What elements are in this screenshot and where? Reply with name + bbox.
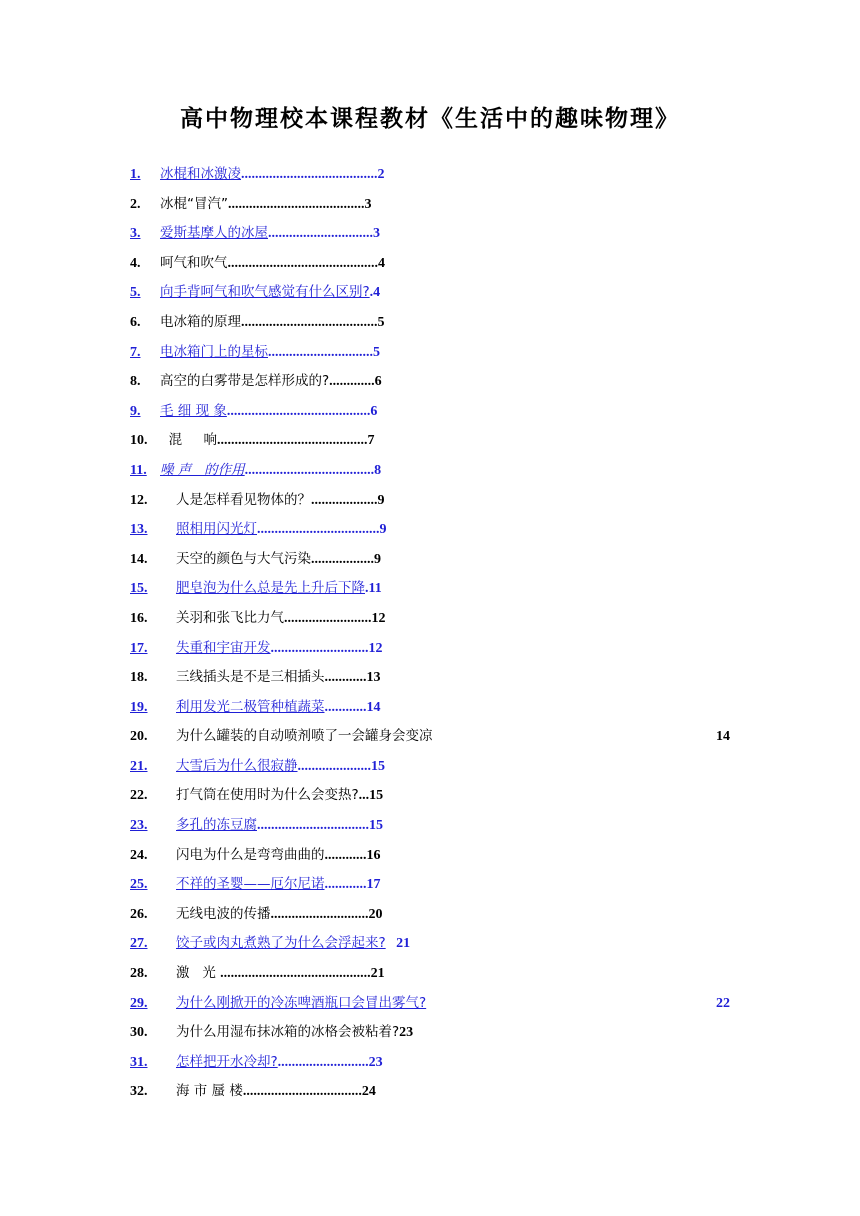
toc-entry-body (176, 959, 385, 989)
toc-entry-leader: ........................................... (220, 966, 371, 982)
toc-entry-title: 电冰箱的原理 (160, 313, 241, 330)
toc-entry-page: 17 (366, 877, 381, 893)
toc-entry[interactable] (130, 752, 740, 782)
toc-entry-number: 23. (130, 818, 148, 834)
toc-entry (130, 663, 740, 693)
toc-entry[interactable] (130, 693, 740, 723)
toc-entry-number: 30. (130, 1025, 148, 1041)
toc-entry[interactable] (130, 634, 740, 664)
toc-entry-title: 无线电波的传播 (176, 905, 271, 922)
toc-entry-number: 5. (130, 285, 141, 301)
toc-entry-number: 19. (130, 699, 148, 715)
document-title: 高中物理校本课程教材《生活中的趣味物理》 (180, 105, 680, 132)
toc-entry-leader: ..................... (297, 758, 371, 774)
toc-entry-body (176, 841, 381, 871)
toc-entry (130, 545, 740, 575)
toc-entry-number: 28. (130, 966, 148, 982)
toc-entry (130, 781, 740, 811)
toc-entry-page: 22 (716, 995, 730, 1011)
toc-entry-leader: ....................................... (241, 314, 378, 330)
toc-entry (130, 367, 740, 397)
toc-entry-title: 高空的白雾带是怎样形成的? (160, 373, 330, 390)
toc-entry-number: 25. (130, 877, 148, 893)
table-of-contents (130, 160, 740, 1107)
toc-entry-body (176, 722, 433, 752)
toc-entry-body (176, 634, 383, 664)
toc-entry-title[interactable]: 为什么刚掀开的冷冻啤酒瓶口会冒出雾气? (176, 994, 427, 1011)
toc-entry-page: 15 (371, 758, 385, 774)
toc-entry-leader: ............ (324, 699, 367, 715)
toc-entry-number: 2. (130, 196, 141, 212)
toc-entry-page: 7 (367, 433, 375, 449)
toc-entry-title[interactable]: 电冰箱门上的星标 (160, 343, 268, 360)
toc-entry-number: 20. (130, 729, 148, 745)
toc-entry-number: 31. (130, 1054, 148, 1070)
toc-entry-body (176, 693, 381, 723)
toc-entry-leader: ....................................... (228, 196, 365, 212)
toc-entry-body (176, 752, 385, 782)
toc-entry-title[interactable]: 爱斯基摩人的冰屋 (160, 225, 268, 242)
toc-entry-body (176, 929, 410, 959)
toc-entry-leader: . (369, 285, 374, 301)
toc-entry-number: 13. (130, 522, 148, 538)
toc-entry-leader: ....................................... (241, 167, 378, 182)
toc-entry-leader: ........................................... (227, 255, 378, 271)
toc-entry-leader: ......................... (284, 610, 372, 626)
toc-entry-title[interactable]: 照相用闪光灯 (176, 521, 257, 538)
toc-entry-body (176, 811, 383, 841)
toc-entry-page: 12 (368, 640, 383, 656)
toc-entry (130, 426, 740, 456)
toc-entry-leader: ......................................... (226, 403, 371, 419)
toc-entry[interactable] (130, 456, 740, 486)
toc-entry-title: 打气筒在使用时为什么会变热? (176, 787, 359, 804)
toc-entry-page: 9 (374, 551, 381, 567)
toc-entry-title: 人是怎样看见物体的？ (176, 491, 311, 508)
toc-entry-leader: . (365, 581, 369, 597)
toc-entry-number: 17. (130, 640, 148, 656)
toc-entry-title: 三线插头是不是三相插头 (176, 669, 325, 686)
toc-entry-body (160, 278, 380, 308)
toc-entry-number: 22. (130, 788, 148, 804)
toc-entry-body (176, 545, 381, 575)
toc-entry-body (176, 515, 387, 545)
toc-entry-title[interactable]: 饺子或肉丸煮熟了为什么会浮起来? (176, 935, 386, 952)
toc-entry[interactable] (130, 278, 740, 308)
toc-entry-body (176, 574, 382, 604)
toc-entry-page: 5 (373, 344, 380, 360)
toc-entry-page: 4 (378, 255, 385, 271)
toc-entry-body (160, 426, 375, 456)
toc-entry-leader (386, 936, 397, 951)
toc-entry-body (160, 249, 385, 279)
toc-entry-leader: ... (358, 788, 370, 804)
toc-entry-leader: .................................. (242, 1084, 362, 1100)
toc-entry-body (160, 397, 377, 427)
toc-entry-leader: .......................... (277, 1054, 369, 1070)
toc-entry-body (176, 870, 381, 900)
toc-entry[interactable] (130, 989, 740, 1019)
toc-entry-page: 21 (370, 966, 385, 982)
toc-entry-leader: ............................ (270, 640, 369, 656)
toc-entry-number: 15. (130, 581, 148, 597)
toc-entry-number: 29. (130, 995, 148, 1011)
toc-entry-page: 6 (374, 374, 382, 390)
toc-entry-page: 14 (716, 729, 730, 745)
toc-entry-title[interactable]: 肥皂泡为什么总是先上升后下降 (176, 580, 365, 597)
toc-entry-body (160, 190, 372, 220)
toc-entry-title[interactable]: 大雪后为什么很寂静 (176, 757, 298, 774)
toc-entry-number: 7. (130, 344, 141, 360)
toc-entry-body (160, 308, 385, 338)
toc-entry-number: 4. (130, 255, 141, 271)
toc-entry (130, 900, 740, 930)
toc-entry-leader: ............ (324, 877, 367, 893)
toc-entry-number: 32. (130, 1084, 148, 1100)
toc-entry-number: 3. (130, 226, 141, 242)
toc-entry-title[interactable]: 怎样把开水冷却? (176, 1053, 278, 1070)
toc-entry-page: 14 (366, 699, 381, 715)
toc-entry-body (176, 1048, 383, 1078)
toc-entry[interactable] (130, 870, 740, 900)
toc-entry-title: 关羽和张飞比力气 (176, 609, 284, 626)
toc-entry-title: 混 响 (160, 432, 218, 449)
toc-entry-leader: ..................................... (244, 462, 375, 478)
toc-entry-body (160, 338, 380, 368)
toc-entry-number: 14. (130, 551, 148, 567)
toc-entry-body (176, 989, 426, 1019)
toc-entry-page: 23 (399, 1025, 414, 1041)
toc-entry-title[interactable]: 利用发光二极管种植蔬菜 (176, 698, 325, 715)
toc-entry-page: 5 (377, 314, 385, 330)
toc-entry-leader: ................................... (257, 522, 380, 538)
toc-entry-title: 闪电为什么是弯弯曲曲的 (176, 846, 325, 863)
toc-entry (130, 841, 740, 871)
toc-entry-body (176, 781, 383, 811)
toc-entry-title: 为什么罐装的自动喷剂喷了一会罐身会变凉 (176, 728, 433, 745)
toc-entry-body (176, 663, 381, 693)
toc-entry[interactable] (130, 397, 740, 427)
toc-entry-number: 6. (130, 314, 141, 330)
toc-entry-page: 16 (366, 847, 381, 863)
toc-entry-body (160, 456, 381, 486)
toc-entry-leader: ............. (329, 374, 375, 390)
toc-entry-page: 15 (369, 818, 383, 834)
toc-entry-page: 3 (364, 196, 372, 212)
toc-entry-leader: ............................ (270, 906, 369, 922)
toc-entry-title: 海 市 蜃 楼 (176, 1083, 243, 1100)
toc-entry-title[interactable]: 向手背呵气和吹气感觉有什么区别? (160, 284, 370, 301)
toc-entry-page: 20 (368, 906, 383, 922)
toc-entry-body (160, 367, 382, 397)
toc-entry-number: 24. (130, 847, 148, 863)
toc-entry[interactable] (130, 160, 740, 190)
toc-entry-title[interactable]: 不祥的圣婴——厄尔尼诺 (176, 876, 325, 893)
toc-entry-page: 9 (377, 492, 385, 508)
toc-entry-number: 1. (130, 167, 141, 182)
toc-entry[interactable] (130, 811, 740, 841)
toc-entry-number: 26. (130, 906, 148, 922)
toc-entry-title[interactable]: 冰棍和冰激凌 (160, 166, 241, 182)
toc-entry-page: 21 (396, 936, 411, 952)
toc-entry-body (160, 160, 385, 190)
toc-entry-body (176, 900, 383, 930)
toc-entry (130, 722, 740, 752)
toc-entry-title: 激 光 (176, 965, 221, 982)
toc-entry[interactable] (130, 1048, 740, 1078)
toc-entry[interactable] (130, 574, 740, 604)
toc-entry-leader: ............ (324, 847, 367, 863)
toc-entry-number: 21. (130, 758, 148, 774)
toc-entry-page: 13 (366, 670, 381, 686)
toc-entry-title: 冰棍“冒汽” (160, 195, 228, 212)
toc-entry[interactable] (130, 515, 740, 545)
toc-entry (130, 249, 740, 279)
toc-entry-body (160, 219, 380, 249)
toc-entry-title[interactable]: 噪 声 的作用 (160, 461, 245, 478)
toc-entry (130, 1077, 740, 1107)
toc-entry-leader: .............................. (268, 344, 373, 360)
toc-entry-body (176, 1018, 413, 1048)
toc-entry-number: 27. (130, 936, 148, 952)
toc-entry-page: 6 (370, 403, 378, 419)
toc-entry-number: 11. (130, 462, 147, 478)
toc-entry (130, 486, 740, 516)
toc-entry-title[interactable]: 多孔的冻豆腐 (176, 817, 257, 834)
toc-entry-page: 15 (369, 788, 384, 804)
toc-entry-leader: ........................................... (217, 433, 368, 449)
toc-entry-page: 24 (361, 1084, 376, 1100)
toc-entry-title: 为什么用湿布抹冰箱的冰格会被粘着? (176, 1024, 400, 1041)
toc-entry-title[interactable]: 失重和宇宙开发 (176, 639, 271, 656)
toc-entry-leader: ............ (324, 670, 367, 686)
toc-entry-leader: .............................. (268, 226, 373, 242)
toc-entry-title: 天空的颜色与大气污染 (176, 550, 311, 567)
toc-entry-number: 10. (130, 433, 148, 449)
toc-entry-page: 23 (368, 1054, 383, 1070)
toc-entry (130, 604, 740, 634)
toc-entry-body (176, 604, 386, 634)
toc-entry (130, 1018, 740, 1048)
toc-entry[interactable] (130, 929, 740, 959)
toc-entry-page: 11 (368, 581, 382, 597)
toc-entry-page: 3 (373, 226, 380, 242)
toc-entry-number: 8. (130, 374, 141, 390)
toc-entry-number: 12. (130, 492, 148, 508)
toc-entry-body (176, 1077, 376, 1107)
toc-entry[interactable] (130, 338, 740, 368)
toc-entry[interactable] (130, 219, 740, 249)
toc-entry-leader: ................................ (257, 818, 369, 834)
toc-entry-leader: ................... (311, 492, 378, 508)
toc-entry (130, 308, 740, 338)
toc-entry-page: 8 (374, 462, 382, 478)
toc-entry-page: 2 (377, 167, 385, 182)
toc-entry-leader: .................. (311, 551, 374, 567)
toc-entry-page: 9 (379, 522, 387, 538)
toc-entry-body (176, 486, 385, 516)
toc-entry-number: 18. (130, 670, 148, 686)
toc-entry (130, 190, 740, 220)
toc-entry-page: 12 (371, 610, 386, 626)
toc-entry-number: 16. (130, 610, 148, 626)
toc-entry-title[interactable]: 毛 细 现 象 (160, 402, 227, 419)
toc-entry-page: 4 (373, 285, 381, 301)
toc-entry (130, 959, 740, 989)
toc-entry-title: 呵气和吹气 (160, 254, 228, 271)
toc-entry-number: 9. (130, 403, 141, 419)
